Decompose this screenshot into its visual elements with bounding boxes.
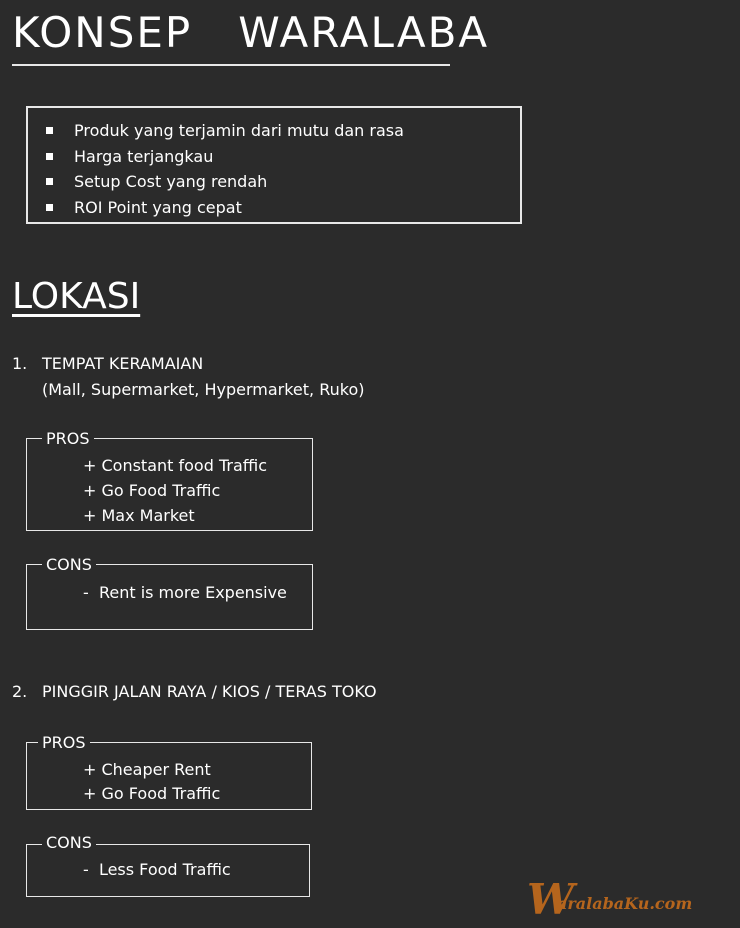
- bullet-icon: [46, 127, 53, 134]
- feature-item: Harga terjangkau: [46, 144, 404, 170]
- section-2-number: 2.: [12, 682, 28, 701]
- pros-item: + Constant food Traffic: [83, 456, 268, 475]
- section-1-subtitle: (Mall, Supermarket, Hypermarket, Ruko): [42, 380, 365, 399]
- section-2-cons-label: CONS: [42, 834, 96, 852]
- section-1-cons-label: CONS: [42, 556, 96, 574]
- lokasi-heading: LOKASI: [12, 276, 141, 317]
- pros-item: + Max Market: [83, 506, 195, 525]
- page-title: KONSEP WARALABA: [12, 8, 490, 57]
- pros-item: + Go Food Traffic: [83, 481, 221, 500]
- pros-item: + Go Food Traffic: [83, 784, 221, 803]
- bullet-icon: [46, 178, 53, 185]
- feature-item: Produk yang terjamin dari mutu dan rasa: [46, 118, 404, 144]
- features-box: [26, 106, 522, 224]
- pros-item: + Cheaper Rent: [83, 760, 211, 779]
- section-1-number: 1.: [12, 354, 28, 373]
- title-divider: [12, 64, 450, 66]
- section-2-title: PINGGIR JALAN RAYA / KIOS / TERAS TOKO: [42, 682, 377, 701]
- cons-item: - Rent is more Expensive: [83, 583, 287, 602]
- logo-text: aralabaKu.com: [557, 894, 693, 913]
- bullet-icon: [46, 204, 53, 211]
- section-1-title: TEMPAT KERAMAIAN: [42, 354, 204, 373]
- cons-item: - Less Food Traffic: [83, 860, 231, 879]
- logo-w-letter: W: [527, 875, 575, 924]
- features-list: [46, 118, 404, 220]
- feature-item: Setup Cost yang rendah: [46, 169, 404, 195]
- section-2-pros-label: PROS: [38, 734, 90, 752]
- bullet-icon: [46, 153, 53, 160]
- section-1-pros-label: PROS: [42, 430, 94, 448]
- feature-item: ROI Point yang cepat: [46, 195, 404, 221]
